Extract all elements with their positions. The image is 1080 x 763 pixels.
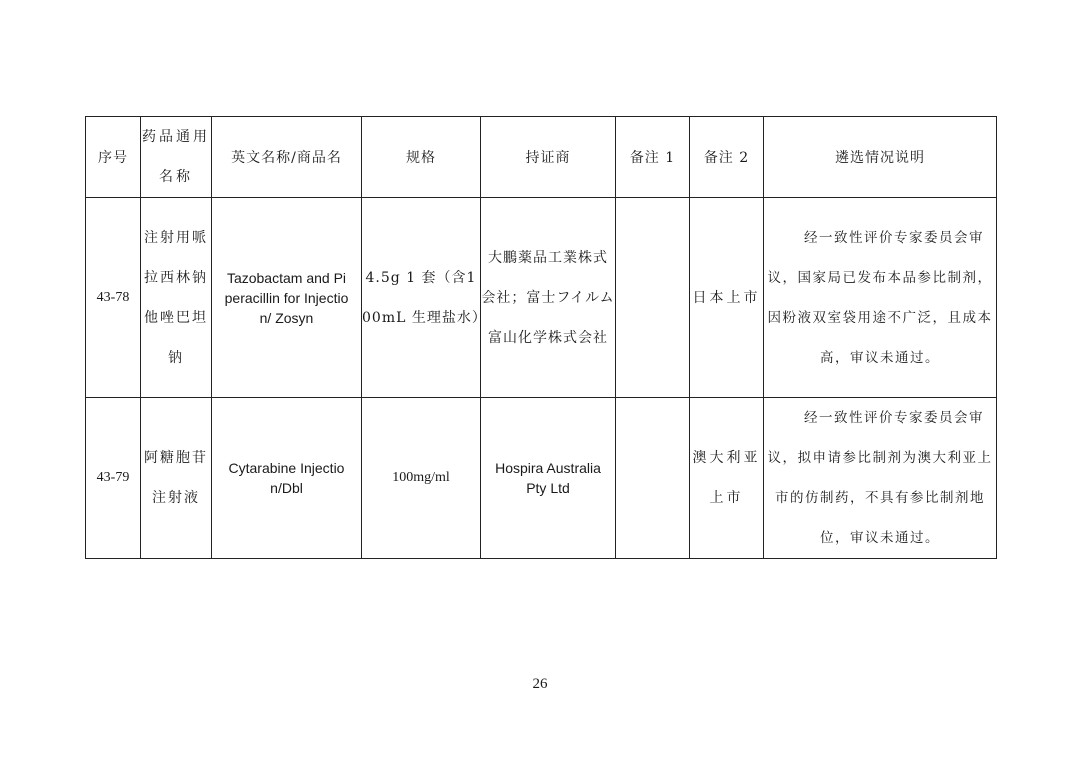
cell-holder: Hospira Australia Pty Ltd <box>481 398 616 559</box>
cell-note1 <box>616 398 690 559</box>
table-row <box>86 398 997 559</box>
cell-note1 <box>616 198 690 398</box>
cell-spec: 4.5g 1 套（含100mL 生理盐水） <box>362 198 481 398</box>
table-header-row <box>86 117 997 198</box>
cell-spec: 100mg/ml <box>362 398 481 559</box>
header-spec: 规格 <box>362 117 481 198</box>
header-note2: 备注 2 <box>690 117 764 198</box>
cell-holder: 大鵬薬品工業株式会社；富士フイルム富山化学株式会社 <box>481 198 616 398</box>
page-number: 26 <box>532 676 548 692</box>
cell-english-name: Cytarabine Injection/Dbl <box>212 398 362 559</box>
cell-selection <box>764 398 997 559</box>
cell-seq: 43-79 <box>86 398 141 559</box>
cell-english-name: Tazobactam and Piperacillin for Injection/ Zosyn <box>212 198 362 398</box>
drug-reference-table <box>85 116 997 559</box>
header-selection: 遴选情况说明 <box>764 117 997 198</box>
cell-note2: 澳大利亚上市 <box>690 398 764 559</box>
cell-note2: 日本上市 <box>690 198 764 398</box>
header-english-name: 英文名称/商品名 <box>212 117 362 198</box>
header-generic-name: 药品通用名称 <box>141 117 212 198</box>
cell-selection <box>764 198 997 398</box>
cell-generic-name: 阿糖胞苷注射液 <box>141 398 212 559</box>
cell-selection-text: 经一致性评价专家委员会审议，拟申请参比制剂为澳大利亚上市的仿制药，不具有参比制剂地位，审议未通过。 <box>767 410 993 546</box>
cell-selection-text: 经一致性评价专家委员会审议，国家局已发布本品参比制剂，因粉液双室袋用途不广泛，且成本高，审议未通过。 <box>767 229 993 366</box>
header-holder: 持证商 <box>481 117 616 198</box>
cell-generic-name: 注射用哌拉西林钠他唑巴坦钠 <box>141 198 212 398</box>
header-seq: 序号 <box>86 117 141 198</box>
header-note1: 备注 1 <box>616 117 690 198</box>
table-row <box>86 198 997 398</box>
cell-seq: 43-78 <box>86 198 141 398</box>
